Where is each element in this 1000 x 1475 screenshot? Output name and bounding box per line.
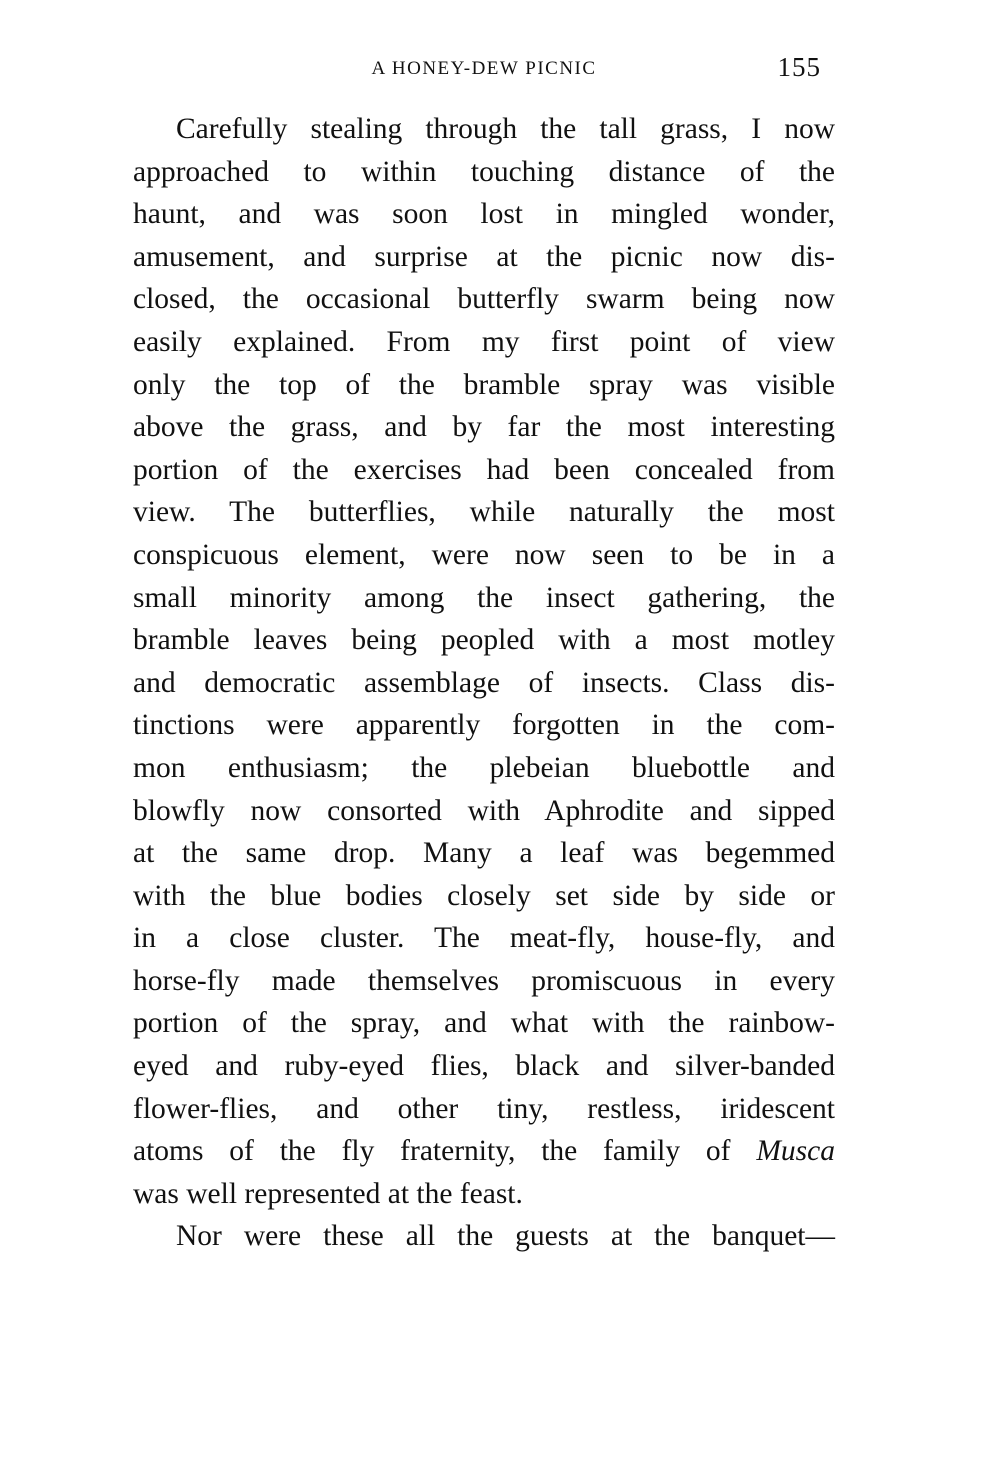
text-line: only the top of the bramble spray was visible — [133, 368, 835, 401]
text-line: Nor were these all the guests at the banquet— — [176, 1220, 835, 1253]
page-body — [133, 108, 835, 1258]
page-number: 155 — [777, 52, 821, 82]
text-line: closed, the occasional butterfly swarm being now — [133, 283, 835, 316]
running-title: A HONEY-DEW PICNIC — [371, 58, 597, 79]
text-line: tinctions were apparently forgotten in the com- — [133, 709, 835, 742]
text-line: portion of the exercises had been concealed from — [133, 453, 835, 486]
page-header — [133, 52, 835, 88]
text-line: portion of the spray, and what with the rainbow- — [133, 1007, 835, 1040]
text-line: Carefully stealing through the tall grass, I now — [176, 113, 835, 145]
text-line: approached to within touching distance of the — [133, 155, 835, 188]
text-line: atoms of the fly fraternity, the family of Musca — [133, 1135, 835, 1168]
text-line: and democratic assemblage of insects. Class dis- — [133, 666, 835, 699]
text-line: bramble leaves being peopled with a most motley — [133, 624, 835, 657]
text-line: eyed and ruby-eyed flies, black and silver-banded — [133, 1050, 835, 1083]
text-line: easily explained. From my first point of view — [133, 325, 835, 358]
text-line: was well represented at the feast. — [133, 1177, 523, 1210]
text-line: haunt, and was soon lost in mingled wonder, — [133, 198, 835, 231]
text-line: in a close cluster. The meat-fly, house-fly, and — [133, 922, 835, 955]
text-line: with the blue bodies closely set side by side or — [133, 879, 835, 912]
text-line: flower-flies, and other tiny, restless, iridescent — [133, 1092, 835, 1125]
text-line: conspicuous element, were now seen to be in a — [133, 538, 835, 571]
text-line: at the same drop. Many a leaf was begemmed — [133, 837, 835, 870]
text-line: above the grass, and by far the most interesting — [133, 411, 835, 444]
text-line: blowfly now consorted with Aphrodite and sipped — [133, 794, 835, 827]
italic-genus-name: Musca — [756, 1135, 835, 1168]
text-line: amusement, and surprise at the picnic now dis- — [133, 240, 835, 273]
text-line: small minority among the insect gathering, the — [133, 581, 835, 614]
text-line: horse-fly made themselves promiscuous in every — [133, 964, 835, 997]
text-line: mon enthusiasm; the plebeian bluebottle and — [133, 751, 835, 784]
text-line: view. The butterflies, while naturally the most — [133, 496, 835, 529]
